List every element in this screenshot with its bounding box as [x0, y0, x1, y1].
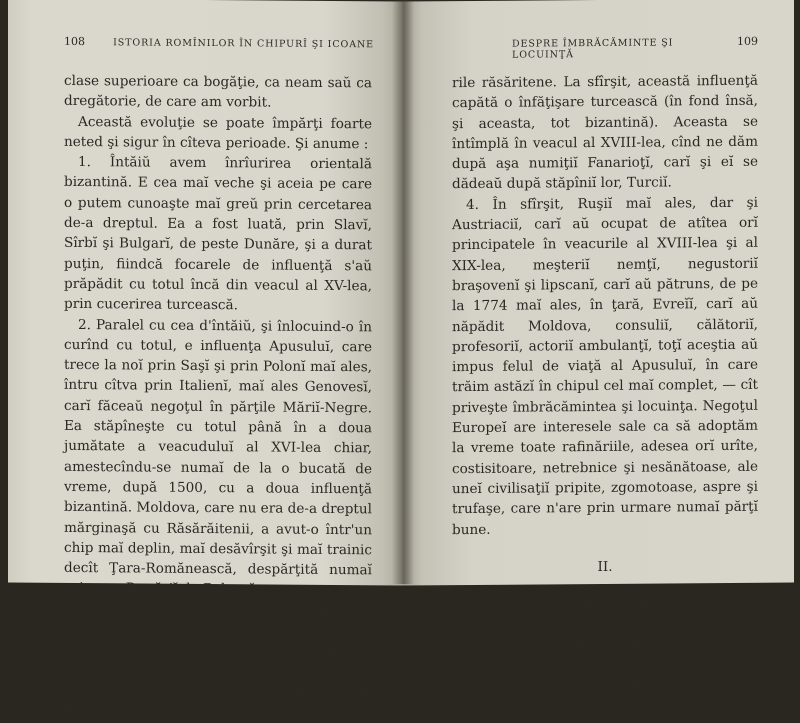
paragraph: 3. Cea de-a doua influenţă bizantină vine prin Grecii din Constintinopol şi din insule, tot maĭ mult amestecaţĭ în toate ramurile vieţiĭ noastre, apoĭ prin Romîniĭ, vînătorĭ de Domnie şi boierĭ, carĭ petrec o mare parte din viaţa lor în locu-	[64, 600, 372, 720]
paragraph: 1. Întăiŭ avem înrîurirea orientală bizantină. E cea maĭ veche şi aceia pe care o putem cunoaşte maĭ greŭ prin cercetarea de-a dreptul. Ea a fost luată, prin Slavĭ, Sîrbĭ şi Bulgarĭ, de peste Dunăre, şi a durat puţin, fiindcă focarele de influenţă s'aŭ prăpădit cu totul încă din veacul al XV-lea, prin cucerirea turcească.	[64, 154, 372, 314]
section-number: II.	[597, 558, 613, 575]
right-page-number: 109	[737, 34, 758, 48]
left-page	[8, 0, 402, 720]
right-page-body	[452, 71, 758, 716]
paragraph: 4. În sfîrşit, Ruşiĭ maĭ ales, dar şi Austriaciĭ, carĭ aŭ ocupat de atîtea orĭ principatele în veacurile al XVIII-lea şi al XIX-lea, meşteriĭ nemţĭ, negustoriĭ braşovenĭ şi lipscanĭ, carĭ aŭ pătruns, de pe la 1774 maĭ ales, în ţară, Evreĭĭ, carĭ aŭ năpădit Moldova, consuliĭ, călătoriĭ, profesoriĭ, actoriĭ ambulanţĭ, toţĭ aceştia aŭ impus felul de viaţă al Apusuluĭ, în care trăim astăzĭ în chipul cel maĭ complet, — cît priveşte îmbrăcămintea şi locuinţa. Negoţul Europeĭ are interesele sale ca să adoptăm la vreme toate rafinăriile, adesea orĭ urîte, costisitoare, netrebnice şi nesănătoase, ale uneĭ civilisaţiĭ pripite, zgomotoase, aspre şi trufaşe, care n'are prin urmare numaĭ părţĭ bune.	[452, 194, 758, 538]
paragraph: clase superioare ca bogăţie, ca neam saŭ ca dregătorie, de care am vorbit.	[64, 72, 372, 111]
right-running-head: DESPRE ÎMBRĂCĂMINTE ŞI LOCUINŢĂ	[512, 37, 674, 61]
right-page-header	[402, 34, 794, 61]
paragraph: În veacul al XIV-lea, Bulgarce, Sîrboaice, poate Bosniace, de sigur şi vre-o rudă bizantină, făceaŭ parte din familia domnească a Muntenilor. În boierimea lor se găsiaŭ atîţia carĭ, în multele nenorocirĭ care căzuseră asupra penin-	[452, 593, 758, 714]
left-running-head: ISTORIA ROMÎNILOR ÎN CHIPURÎ ŞI ICOANE	[113, 37, 374, 51]
left-page-number: 108	[64, 34, 85, 49]
right-page	[402, 0, 794, 714]
book-gutter	[392, 0, 414, 584]
paragraph: rile răsăritene. La sfîrşit, această influenţă capătă o înfăţişare turcească (în fond însă, şi aceasta, tot bizantină). Aceasta se întîmplă în veacul al XVIII-lea, cînd ne dăm după aşa numiţiĭ Fanarioţĭ, carĭ şi eĭ se dădeaŭ după stăpîniĭ lor, Turciĭ.	[452, 72, 758, 193]
left-page-header	[8, 34, 402, 50]
paragraph: Această evoluţie se poate împărţi foarte neted şi sigur în cîteva perioade. Şi anume :	[64, 113, 372, 153]
left-page-body	[64, 71, 372, 723]
paragraph: 2. Paralel cu cea d'întăiŭ, şi înlocuind-o în curînd cu totul, e influenţa Apusuluĭ, care trece la noĭ prin Saşĭ şi prin Polonĭ maĭ ales, întru cîtva prin Italienĭ, maĭ ales Genovesĭ, carĭ făceaŭ negoţul în părţile Măriĭ-Negre. Ea stăpîneşte cu totul până în a doua jumătate a veacuduluĭ al XVI-lea chiar, amestecîndu-se numaĭ de la o bucată de vreme, după 1500, cu a doua influenţă bizantină. Moldova, care nu era de-a dreptul mărginaşă cu Răsărăitenii, a avut-o într'un chip maĭ deplin, maĭ desăvîrşit şi maĭ trainic decît Ţara-Romănească, despărţită numaĭ prin apa Dunăriĭ de Balcanĭ.	[64, 316, 372, 598]
